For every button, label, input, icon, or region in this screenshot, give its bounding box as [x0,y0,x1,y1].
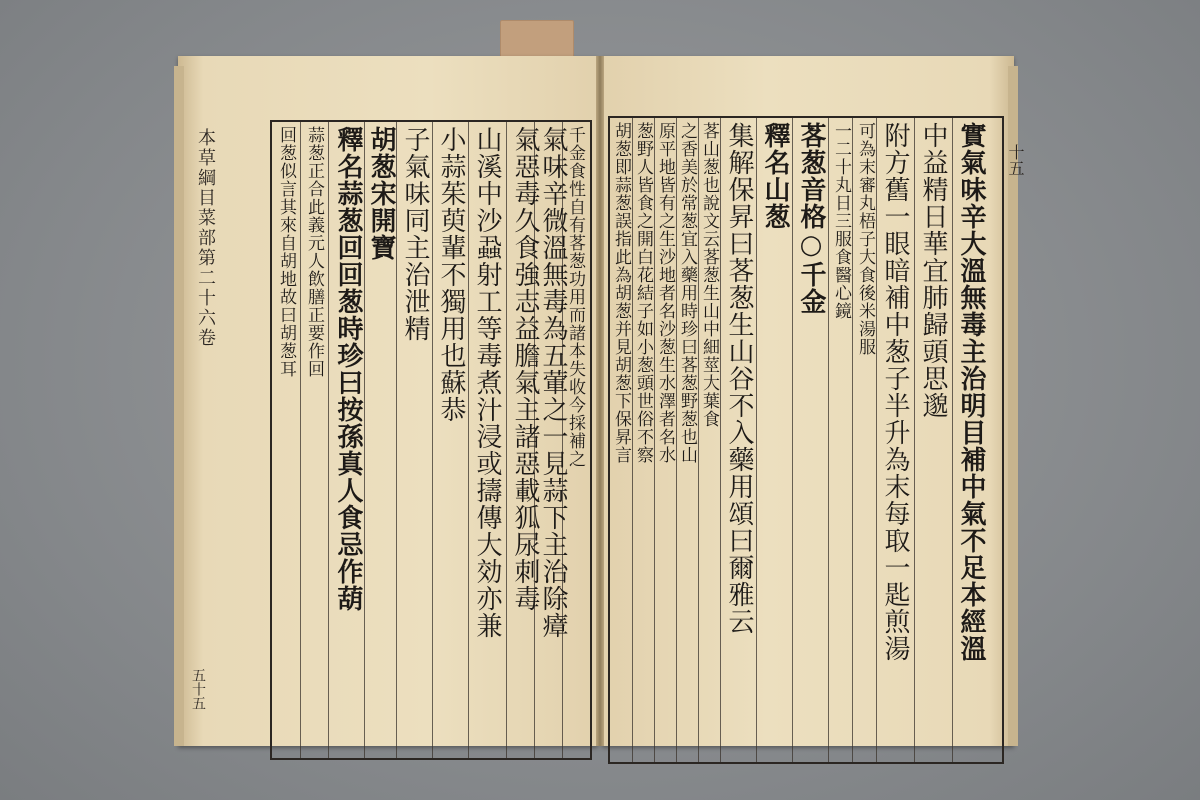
fold-page-number: 五十五 [190,668,206,710]
text-column: 附方舊一眼暗補中葱子半升為末每取一匙煎湯 [880,122,910,662]
text-column: 胡葱即蒜葱誤指此為胡葱并見胡葱下保昇言 [611,122,631,464]
text-column: 原平地皆有之生沙地者名沙葱生水澤者名水 [655,122,675,464]
book-gutter [596,56,604,746]
text-column: 可為末審丸梧子大食後米湯服 [855,122,875,356]
page-edge-left [174,66,184,746]
column-rule [792,118,793,762]
section-heading: 釋名山葱 [760,122,790,230]
text-column: 山溪中沙蝨射工等毒煮汁浸或擣傳大効亦兼 [472,126,502,639]
column-rule [952,118,953,762]
entry-heading: 茖葱音格○千金 [796,122,826,315]
column-rule [828,118,829,762]
text-column: 釋名蒜葱回回葱時珍曰按孫真人食忌作葫 [333,126,363,612]
text-column: 茖山葱也說文云茖葱生山中細莖大葉食 [699,122,719,428]
text-column: 千金食性自有茖葱功用而諸本失收今採補之 [565,126,585,468]
column-rule [328,122,329,758]
text-column: 回葱似言其來自胡地故曰胡葱耳 [276,126,296,378]
fold-title: 本草綱目菜部第二十六卷 [195,128,216,348]
column-rule [468,122,469,758]
text-column: 中益精日華宜肺歸頭思邈 [918,122,948,419]
text-column: 小蒜茱萸輩不獨用也蘇恭 [436,126,466,423]
text-column: 葱野人皆食之開白花結子如小葱頭世俗不察 [633,122,653,464]
text-column: 氣味辛微溫無毒為五葷之一見蒜下主治除瘴 [538,126,568,639]
text-column: 實氣味辛大溫無毒主治明目補中氣不足本經溫 [956,122,986,662]
column-rule [506,122,507,758]
column-rule [432,122,433,758]
column-rule [852,118,853,762]
text-column: 之香美於常葱宜入藥用時珍曰茖葱野葱也山 [677,122,697,464]
entry-heading: 胡葱宋開寶 [366,126,396,261]
open-book [178,52,1025,752]
text-column: 集解保昇曰茖葱生山谷不入藥用頌曰爾雅云 [724,122,754,635]
text-column: 蒜葱正合此義元人飲膳正要作回 [304,126,324,378]
column-rule [300,122,301,758]
column-rule [914,118,915,762]
text-column: 氣惡毒久食強志益膽氣主諸惡載狐尿刺毒 [510,126,540,612]
column-rule [756,118,757,762]
column-rule [720,118,721,762]
column-rule [876,118,877,762]
text-column: 子氣味同主治泄精 [400,126,430,342]
left-text-frame [270,120,592,760]
page-number: 十五 [1006,144,1025,176]
right-text-frame [608,116,1004,764]
text-column: 一二十丸日三服食醫心鏡 [831,122,851,320]
